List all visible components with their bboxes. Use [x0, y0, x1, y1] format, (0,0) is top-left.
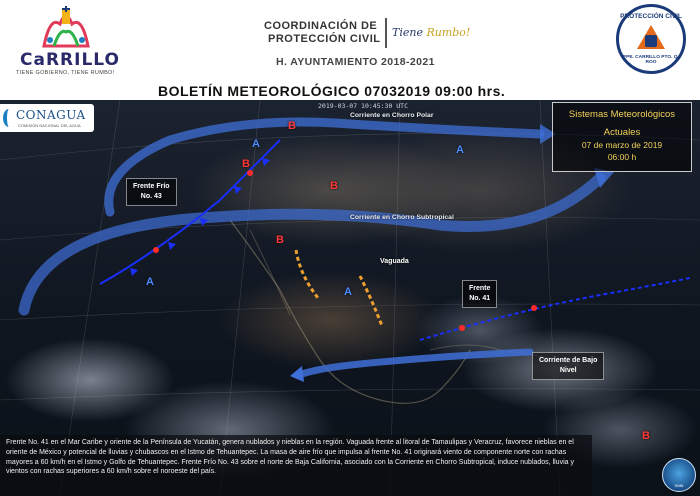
- low-level-arrowhead: [290, 366, 304, 382]
- municipality-tagline: TIENE GOBIERNO, TIENE RUMBO!: [16, 70, 115, 76]
- front-43-line-1: Frente Frío: [133, 183, 170, 190]
- slogan: [392, 26, 470, 39]
- badge-bottom-text: FPE. CARRILLO PTO. Q. ROO: [623, 55, 679, 65]
- heading-divider: [385, 18, 387, 48]
- conagua-swirl-icon: [3, 109, 15, 127]
- low-level-line-2: Nivel: [559, 367, 577, 374]
- trough-west: [296, 250, 318, 298]
- municipality-wordmark: CaRRILLO: [20, 50, 120, 70]
- systems-title-1: Sistemas Meteorológicos: [568, 109, 676, 120]
- front-41-line-1: Frente: [469, 285, 491, 292]
- front-43-label: [126, 178, 177, 206]
- high-pressure-marker: A: [456, 144, 464, 156]
- high-pressure-marker: A: [344, 286, 352, 298]
- systems-info-box: [552, 102, 692, 172]
- mexico-coastline: [230, 220, 470, 403]
- image-timestamp: 2019-03-07 10:45:30 UTC: [318, 102, 409, 110]
- slogan-accent: Rumbo!: [426, 26, 471, 39]
- baja-coastline: [250, 230, 290, 315]
- carrillo-logo: [14, 6, 124, 78]
- bulletin-description: Frente No. 41 en el Mar Caribe y oriente de la Península de Yucatán, genera nublados y nieblas en la región. Vaguada frente al litoral de Tamaulipas y Veracruz, favorece nieblas en el oriente de México y potencial de lluvias y chubascos en el Istmo de Tehuantepec. La masa de aire frío que impulsa al frente No. 41 originará viento de componente norte con rachas mayores a 60 km/h en el Istmo y Golfo de Tehuantepec. Frente Frío No. 43 sobre el norte de Baja California, asociado con la Corriente en Chorro Subtropical, induce nublados, lluvia y vientos con rachas superiores a 60 km/h sobre el noroeste del país.: [0, 435, 592, 496]
- proteccion-civil-badge: [616, 4, 686, 74]
- low-level-line-1: Corriente de Bajo: [539, 357, 598, 364]
- conagua-wordmark: CONAGUA: [16, 108, 86, 122]
- low-pressure-marker: B: [642, 430, 650, 442]
- systems-title-2: Actuales: [603, 127, 641, 138]
- low-pressure-marker: B: [330, 180, 338, 192]
- bulletin-header: [0, 0, 700, 80]
- satellite-map: [0, 100, 700, 496]
- systems-time: 06:00 h: [607, 152, 637, 162]
- polar-jet-label: Corriente en Chorro Polar: [350, 112, 434, 119]
- vaguada-label: Vaguada: [380, 258, 409, 265]
- ayuntamiento-line: H. AYUNTAMIENTO 2018-2021: [276, 56, 435, 68]
- smn-logo-icon: [662, 458, 696, 492]
- front-43-line-2: No. 43: [140, 193, 162, 200]
- low-pressure-marker: B: [242, 158, 250, 170]
- systems-date: 07 de marzo de 2019: [581, 140, 663, 150]
- conagua-subtitle: COMISIÓN NACIONAL DEL AGUA: [18, 123, 81, 128]
- low-level-current: [302, 352, 530, 374]
- slogan-main: Tiene: [392, 26, 423, 39]
- badge-emblem-icon: [645, 35, 657, 47]
- coordination-line-2: PROTECCIÓN CIVIL: [268, 33, 381, 45]
- smn-label: SMN: [674, 483, 684, 488]
- high-pressure-marker: A: [252, 138, 260, 150]
- coordination-heading: [230, 14, 480, 74]
- trough-east: [360, 276, 382, 326]
- conagua-logo: [0, 104, 94, 132]
- front-41: [420, 278, 690, 340]
- church-icon: [14, 6, 124, 52]
- front-41-label: [462, 280, 497, 308]
- badge-top-text: PROTECCIÓN CIVIL: [620, 13, 682, 20]
- bulletin-title: BOLETÍN METEOROLÓGICO 07032019 09:00 hrs.: [158, 83, 506, 99]
- high-pressure-marker: A: [146, 276, 154, 288]
- low-level-current-label: [532, 352, 604, 380]
- subtropical-jet-label: Corriente en Chorro Subtropical: [350, 214, 454, 221]
- coordination-line-1: COORDINACIÓN DE: [264, 20, 378, 32]
- front-41-line-2: No. 41: [469, 295, 491, 302]
- low-pressure-marker: B: [288, 120, 296, 132]
- low-pressure-marker: B: [276, 234, 284, 246]
